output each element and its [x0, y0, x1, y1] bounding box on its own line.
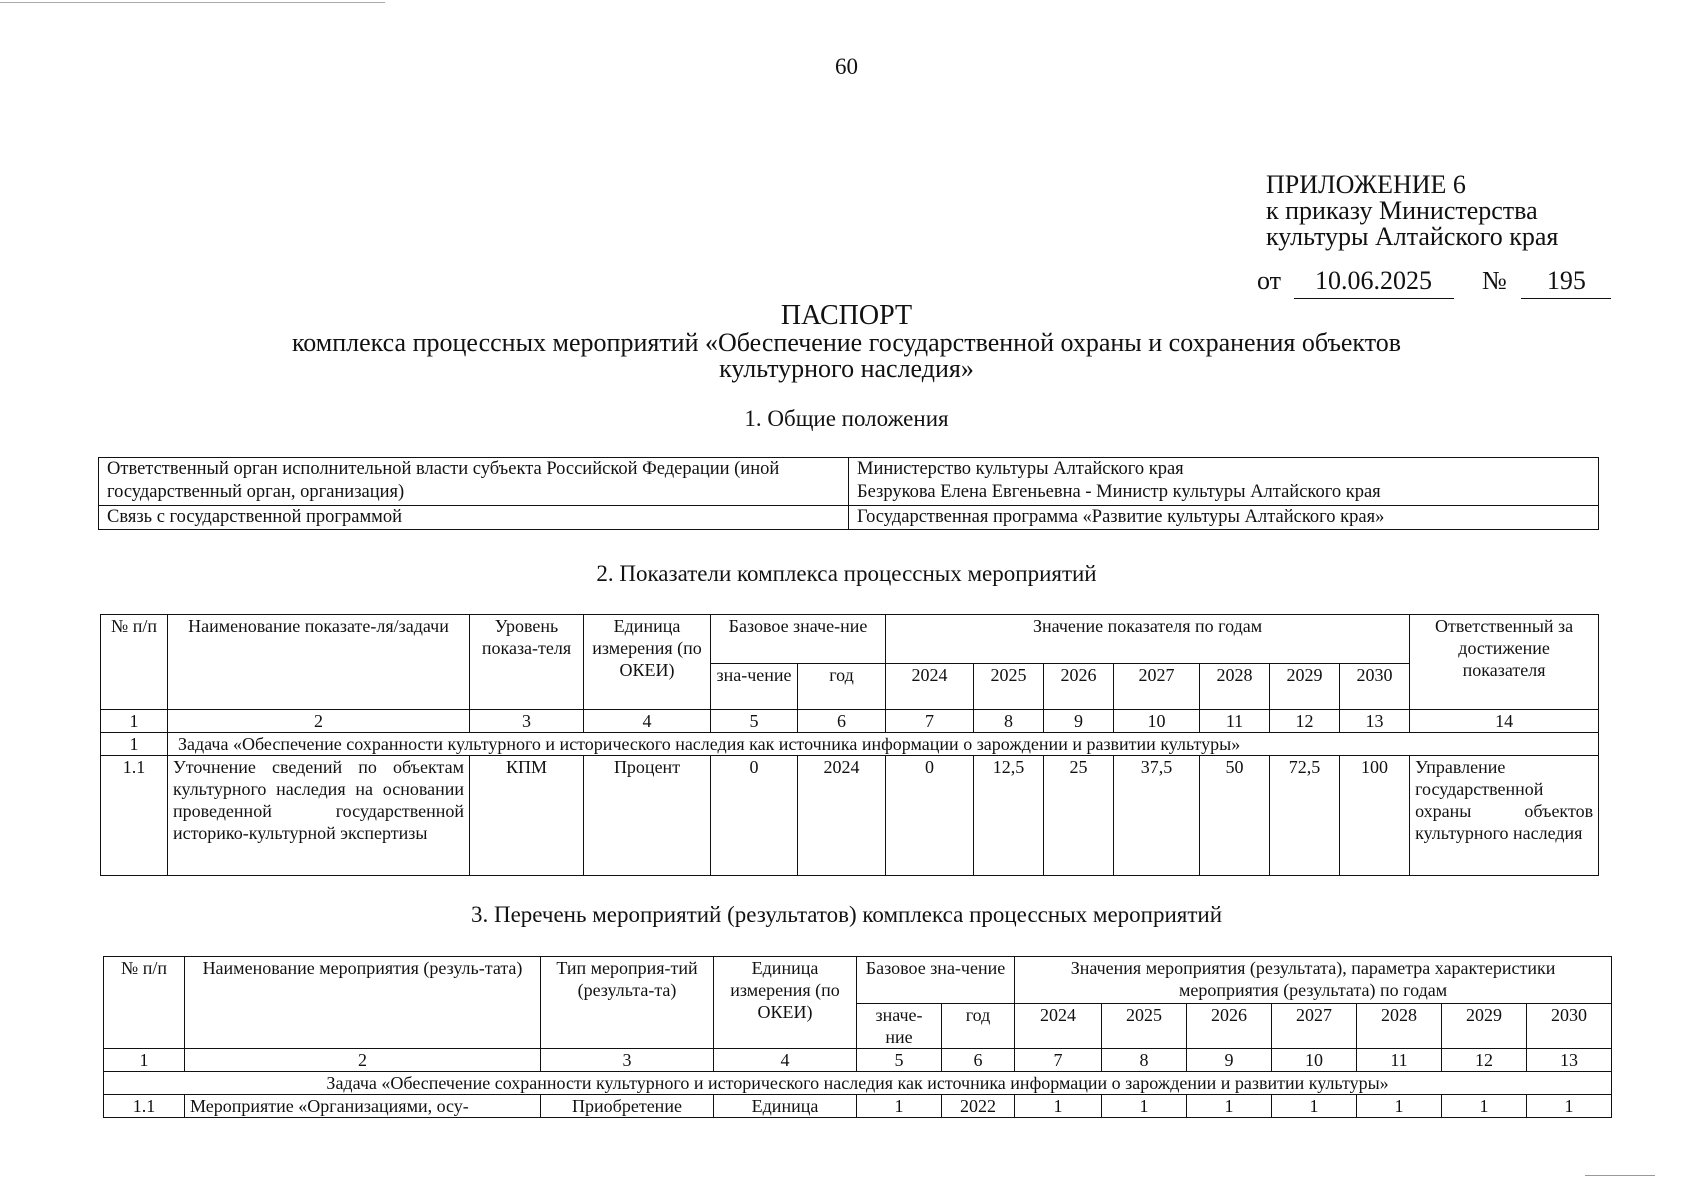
task-row [104, 1072, 1612, 1095]
col-number: 8 [974, 710, 1044, 733]
header-base-value: значе-ние [857, 1004, 942, 1049]
order-date: 10.06.2025 [1294, 266, 1454, 299]
table-row [99, 506, 1599, 530]
table-row [101, 756, 1599, 876]
header-type: Тип мероприя-тий (результа-та) [541, 957, 714, 1049]
row-value: 25 [1044, 756, 1114, 876]
col-number: 6 [798, 710, 886, 733]
header-level: Уровень показа-теля [470, 615, 584, 710]
col-number: 1 [104, 1049, 185, 1072]
header-row [104, 957, 1612, 1004]
activities-table [103, 956, 1612, 1118]
row-value: 1 [1272, 1095, 1357, 1118]
appendix-block [1266, 172, 1558, 250]
row-num: 1.1 [101, 756, 168, 876]
row-value: 72,5 [1270, 756, 1340, 876]
col-number: 11 [1200, 710, 1270, 733]
row-value: 0 [886, 756, 974, 876]
col-number: 8 [1102, 1049, 1187, 1072]
col-number: 7 [1015, 1049, 1102, 1072]
row-name: Мероприятие «Организациями, осу- [185, 1095, 541, 1118]
col-number: 5 [857, 1049, 942, 1072]
value-line-1: Министерство культуры Алтайского края [857, 459, 1184, 479]
col-number: 13 [1527, 1049, 1612, 1072]
scan-artifact-top-left [0, 2, 385, 3]
section-2-title: 2. Показатели комплекса процессных мероприятий [596, 561, 1097, 586]
value-line-2: Безрукова Елена Евгеньевна - Министр культуры Алтайского края [857, 482, 1381, 502]
row-level: КПМ [470, 756, 584, 876]
col-number: 10 [1272, 1049, 1357, 1072]
col-number: 1 [101, 710, 168, 733]
header-num: № п/п [104, 957, 185, 1049]
table-row [99, 458, 1599, 506]
row-base-year: 2024 [798, 756, 886, 876]
header-year: 2028 [1357, 1004, 1442, 1049]
section-1-title: 1. Общие положения [744, 406, 949, 431]
header-year: 2026 [1044, 664, 1114, 710]
col-number: 4 [714, 1049, 857, 1072]
col-number: 14 [1410, 710, 1599, 733]
col-number: 3 [470, 710, 584, 733]
general-label-responsible: Ответственный орган исполнительной власти субъекта Российской Федерации (иной государственный орган, организация) [99, 458, 849, 506]
row-value: 50 [1200, 756, 1270, 876]
col-number: 10 [1114, 710, 1200, 733]
order-date-number [1257, 266, 1611, 299]
header-base-value: зна-чение [711, 664, 798, 710]
page-number: 60 [835, 54, 858, 79]
col-number: 5 [711, 710, 798, 733]
header-year: 2028 [1200, 664, 1270, 710]
number-label: № [1482, 266, 1507, 295]
header-name: Наименование мероприятия (резуль-тата) [185, 957, 541, 1049]
row-num: 1.1 [104, 1095, 185, 1118]
header-unit: Единица измерения (по ОКЕИ) [584, 615, 711, 710]
general-value-responsible [849, 458, 1599, 506]
row-value: 1 [1187, 1095, 1272, 1118]
col-number: 7 [886, 710, 974, 733]
col-number: 6 [942, 1049, 1015, 1072]
col-number: 4 [584, 710, 711, 733]
header-num: № п/п [101, 615, 168, 710]
row-value: 1 [1102, 1095, 1187, 1118]
col-number: 2 [168, 710, 470, 733]
header-year: 2026 [1187, 1004, 1272, 1049]
row-base-year: 2022 [942, 1095, 1015, 1118]
appendix-line-2: к приказу Министерства [1266, 196, 1538, 225]
header-year: 2030 [1527, 1004, 1612, 1049]
document-subtitle [0, 330, 1693, 382]
col-number: 12 [1270, 710, 1340, 733]
row-unit: Единица [714, 1095, 857, 1118]
row-value: 1 [1015, 1095, 1102, 1118]
column-number-row [104, 1049, 1612, 1072]
header-year: 2024 [886, 664, 974, 710]
from-label: от [1257, 266, 1282, 295]
header-year: 2025 [1102, 1004, 1187, 1049]
general-label-program: Связь с государственной программой [99, 506, 849, 530]
appendix-line-3: культуры Алтайского края [1266, 222, 1559, 251]
col-number: 3 [541, 1049, 714, 1072]
header-year: 2030 [1340, 664, 1410, 710]
col-number: 12 [1442, 1049, 1527, 1072]
header-year: 2024 [1015, 1004, 1102, 1049]
header-name: Наименование показате-ля/задачи [168, 615, 470, 710]
header-year: 2027 [1272, 1004, 1357, 1049]
header-by-years: Значения мероприятия (результата), параметра характеристики мероприятия (результата) по годам [1015, 957, 1612, 1004]
row-value: 100 [1340, 756, 1410, 876]
task-text: Задача «Обеспечение сохранности культурного и исторического наследия как источника информации о зарождении и развитии культуры» [104, 1072, 1612, 1095]
subtitle-line-2: культурного наследия» [719, 354, 974, 383]
subtitle-line-1: комплекса процессных мероприятий «Обеспечение государственной охраны и сохранения объектов [291, 328, 1402, 357]
column-number-row [101, 710, 1599, 733]
col-number: 11 [1357, 1049, 1442, 1072]
header-by-years: Значение показателя по годам [886, 615, 1410, 664]
task-row [101, 733, 1599, 756]
task-num: 1 [101, 733, 168, 756]
header-year: 2029 [1442, 1004, 1527, 1049]
row-value: 37,5 [1114, 756, 1200, 876]
header-year: 2029 [1270, 664, 1340, 710]
header-base-year: год [798, 664, 886, 710]
appendix-title: ПРИЛОЖЕНИЕ 6 [1266, 170, 1466, 199]
header-base: Базовое зна-чение [857, 957, 1015, 1004]
document-title: ПАСПОРТ [780, 300, 913, 331]
header-responsible: Ответственный за достижение показателя [1410, 615, 1599, 710]
row-base-value: 0 [711, 756, 798, 876]
row-type: Приобретение [541, 1095, 714, 1118]
header-year: 2025 [974, 664, 1044, 710]
col-number: 9 [1187, 1049, 1272, 1072]
task-text: Задача «Обеспечение сохранности культурного и исторического наследия как источника информации о зарождении и развитии культуры» [168, 733, 1599, 756]
row-name: Уточнение сведений по объектам культурного наследия на основании проведенной государственной историко-культурной экспертизы [168, 756, 470, 876]
section-3-title: 3. Перечень мероприятий (результатов) комплекса процессных мероприятий [470, 902, 1223, 927]
row-unit: Процент [584, 756, 711, 876]
header-base: Базовое значе-ние [711, 615, 886, 664]
row-base-value: 1 [857, 1095, 942, 1118]
indicators-table [100, 614, 1599, 876]
col-number: 13 [1340, 710, 1410, 733]
scan-artifact-bottom-right [1585, 1175, 1655, 1176]
col-number: 2 [185, 1049, 541, 1072]
row-value: 1 [1357, 1095, 1442, 1118]
row-value: 12,5 [974, 756, 1044, 876]
row-responsible: Управление государственной охраны объектов культурного наследия [1410, 756, 1599, 876]
col-number: 9 [1044, 710, 1114, 733]
header-base-year: год [942, 1004, 1015, 1049]
table-row [104, 1095, 1612, 1118]
general-value-program: Государственная программа «Развитие культуры Алтайского края» [849, 506, 1599, 530]
header-year: 2027 [1114, 664, 1200, 710]
header-row [101, 615, 1599, 664]
order-number: 195 [1521, 266, 1611, 299]
row-value: 1 [1527, 1095, 1612, 1118]
header-unit: Единица измерения (по ОКЕИ) [714, 957, 857, 1049]
row-value: 1 [1442, 1095, 1527, 1118]
general-provisions-table [98, 457, 1599, 530]
